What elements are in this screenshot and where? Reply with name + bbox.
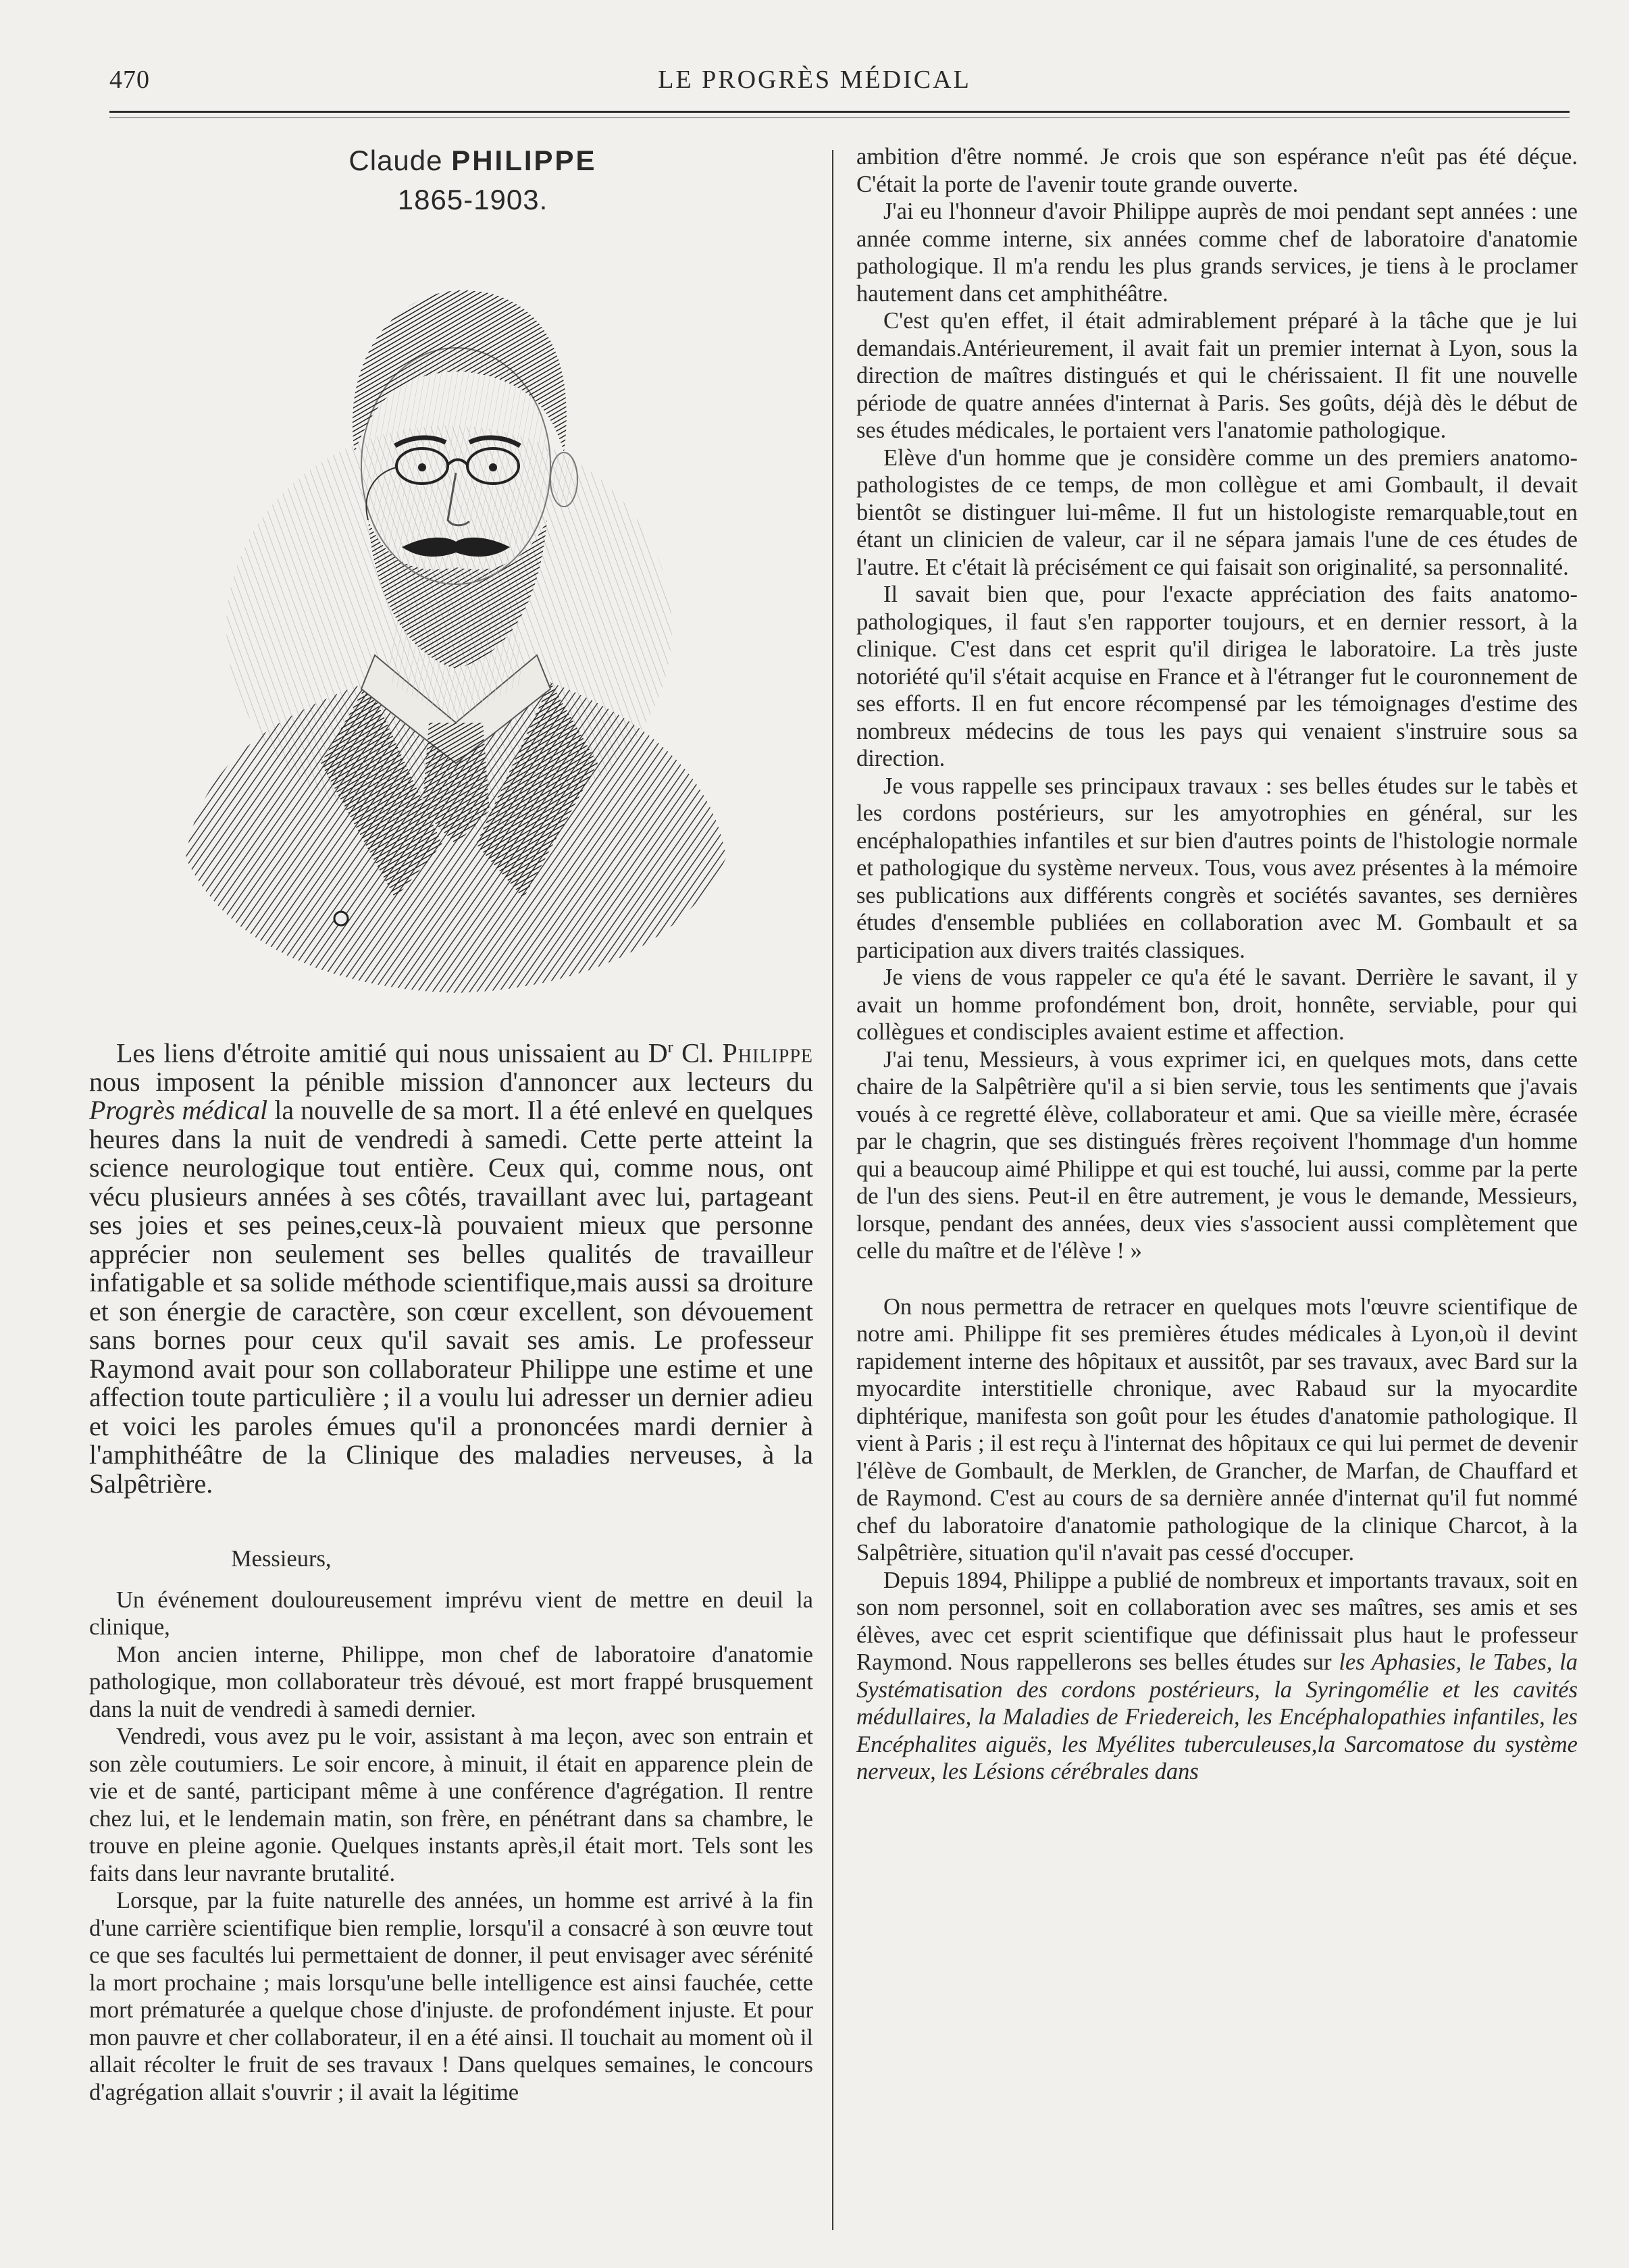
obituary-dates: 1865-1903. — [397, 184, 548, 215]
obituary-title — [189, 142, 756, 180]
right-column — [856, 143, 1578, 1786]
speech-paragraph: Mon ancien interne, Philippe, mon chef de laboratoire d'anatomie pathologique, mon collaborateur très dévoué, est mort frappé brusquement dans la nuit de vendredi à samedi dernier. — [89, 1641, 813, 1722]
engraved-portrait — [172, 250, 753, 1000]
running-header — [0, 65, 1629, 105]
page-number: 470 — [109, 66, 150, 94]
journal-italic: Progrès médical — [89, 1095, 268, 1126]
header-rule — [109, 111, 1570, 113]
speech-paragraph: Vendredi, vous avez pu le voir, assistant à ma leçon, avec son entrain et son zèle coutumiers. Le soir encore, à minuit, il était en apparence plein de vie et de santé, participant même à une conférence d'agrégation. Il rentre chez lui, et le lendemain matin, son frère, en pénétrant dans sa chambre, le trouve en pleine agonie. Quelques instants après,il était mort. Tels sont les faits dans leur navrante brutalité. — [89, 1724, 813, 1886]
speech-paragraph: Elève d'un homme que je considère comme un des premiers anatomo-pathologistes de ce temps, de mon collègue et ami Gombault, il devait bientôt se distinguer lui-même. Il fut un histologiste remarquable,tout en étant un clinicien de valeur, car il ne sépara jamais l'une de ces études de l'autre. Et c'était là précisément ce qui faisait son originalité, sa personnalité. — [856, 444, 1578, 580]
journal-title: LE PROGRÈS MÉDICAL — [658, 66, 971, 94]
intro-paragraph: Les liens d'étroite amitié qui nous unissaient au $D^r$ Cl. Philippe nous imposent la pénible mission d'annoncer aux lecteurs du Progrès médical la nouvelle de sa mort. Il a été enlevé en quelques heures dans la nuit de vendredi à samedi. Cette perte atteint la science neurologique tout entière. Ceux qui, comme nous, ont vécu plusieurs années à ses côtés, travaillant avec lui, partageant ses joies et ses peines,ceux-là pouvaient mieux que personne apprécier non seulement ses belles qualités de travailleur infatigable et sa solide méthode scientifique,mais aussi sa droiture et son énergie de caractère, son cœur excellent, son dévouement sans bornes pour ceux qu'il savait ses amis. Le professeur Raymond avait pour son collaborateur Philippe une estime et une affection toute particulière ; il a voulu lui adresser un dernier adieu et voici les paroles émues qu'il a prononcées mardi dernier à l'amphithéâtre de la Clinique des maladies nerveuses, à la Salpêtrière. — [89, 1037, 813, 1499]
speech-salutation: Messieurs, — [231, 1546, 332, 1572]
title-last-name: PHILIPPE — [451, 145, 597, 176]
speech-paragraph: Il savait bien que, pour l'exacte appréciation des faits anatomo-pathologiques, il faut s'en rapporter toujours, et en dernier ressort, à la clinique. C'est dans cet esprit qu'il dirigea le laboratoire. La très juste notoriété qu'il s'était acquise en France et à l'étranger fut le couronnement de ses efforts. Il en fut encore récompensé par les témoignages d'estime des nombreux médecins de tous les pays qui venaient s'instruire sous sa direction. — [856, 582, 1578, 771]
speech-paragraph: Lorsque, par la fuite naturelle des années, un homme est arrivé à la fin d'une carrière scientifique bien remplie, lorsqu'il a consacré à son œuvre tout ce que ses facultés lui permettaient de donner, il peut envisager avec sérénité la mort prochaine ; mais lorsqu'une belle intelligence est ainsi fauchée, cette mort prématurée a quelque chose d'injuste. de profondément injuste. Et pour mon pauvre et cher collaborateur, il en a été ainsi. Il touchait au moment où il allait récolter le fruit de ses travaux ! Dans quelques semaines, le concours d'agrégation allait s'ouvrir ; il avait la légitime — [89, 1888, 813, 2105]
biography-paragraph: Depuis 1894, Philippe a publié de nombreux et importants travaux, soit en son nom personnel, soit en collaboration avec ses maîtres, ses amis et ses élèves, avec cet esprit scientifique que définissait plus haut le professeur Raymond. Nous rappellerons ses belles études sur les Aphasies, le Tabes, la Systématisation des cordons postérieurs, la Syringomélie et les cavités médullaires, la Maladies de Friedereich, les Encéphalopathies infantiles, les Encéphalites aiguës, les Myélites tuberculeuses,la Sarcomatose du système nerveux, les Lésions cérébrales dans — [856, 1567, 1578, 1784]
speech-paragraph: J'ai eu l'honneur d'avoir Philippe auprès de moi pendant sept années : une année comme interne, six années comme chef de laboratoire d'anatomie pathologique. Il m'a rendu les plus grands services, je tiens à le proclamer hautement dans cet amphithéâtre. — [856, 199, 1578, 307]
column-divider — [832, 150, 833, 2230]
speech-paragraph: Un événement douloureusement imprévu vient de mettre en deuil la clinique, — [89, 1587, 813, 1640]
biography-paragraph: On nous permettra de retracer en quelques mots l'œuvre scientifique de notre ami. Philippe fit ses premières études médicales à Lyon,où il devint rapidement interne des hôpitaux et aussitôt, par ses travaux, avec Bard sur la myocardite interstitielle chronique, avec Rabaud sur la myocardite diphtérique, manifesta son goût pour les études d'anatomie pathologique. Il vient à Paris ; il est reçu à l'internat des hôpitaux ce qui lui permet de devenir l'élève de Gombault, de Merklen, de Grancher, de Marfan, de Chauffard et de Raymond. C'est au cours de sa dernière année d'internat qu'il fut nommé chef du laboratoire d'anatomie pathologique de la clinique Charcot, à la Salpêtrière, situation qu'il n'avait pas cessé d'occuper. — [856, 1293, 1578, 1566]
speech-paragraph: Je viens de vous rappeler ce qu'a été le savant. Derrière le savant, il y avait un homme profondément bon, droit, honnête, serviable, pour qui collègues et condisciples avaient estime et affection. — [856, 964, 1578, 1045]
speech-paragraph: Je vous rappelle ses principaux travaux : ses belles études sur le tabès et les cordons postérieurs, sur les amyotrophies en général, sur les encéphalopathies infantiles et sur bien d'autres points de l'histologie normale et pathologique du système nerveux. Tous, vous avez présentes à la mémoire ses publications aux différents congrès et sociétés savantes, ses dernières études d'ensemble publiées en collaboration avec M. Gombault et sa participation aux divers traités classiques. — [856, 773, 1578, 963]
works-list-italic: les Aphasies, le Tabes, la Systématisation des cordons postérieurs, la Syringomélie et les cavités médullaires, la Maladies de Friedereich, les Encéphalopathies infantiles, les Encéphalites aiguës, les Myélites tuberculeuses,la Sarcomatose du système nerveux, les Lésions cérébrales dans — [856, 1649, 1578, 1784]
speech-paragraph: ambition d'être nommé. Je crois que son espérance n'eût pas été déçue. C'était la porte de l'avenir toute grande ouverte. — [856, 144, 1578, 197]
intro-section — [89, 1033, 813, 1498]
speech-paragraph: J'ai tenu, Messieurs, à vous exprimer ici, en quelques mots, dans cette chaire de la Salpêtrière qu'il a si bien servie, tous les sentiments que j'avais voués à ce regretté élève, collaborateur et ami. Que sa vieille mère, écrasée par le chagrin, que ses distingués frères reçoivent l'hommage d'un homme qui a beaucoup aimé Philippe et qui est touché, lui aussi, comme par la perte de l'un des siens. Peut-il en être autrement, je vous le demande, Messieurs, lorsque, pendant des années, deux vies s'associent aussi complètement que celle du maître et de l'élève ! » — [856, 1046, 1578, 1264]
speech-left — [89, 1545, 813, 2106]
title-first-name: Claude — [348, 145, 443, 176]
name-small-caps: Philippe — [722, 1037, 813, 1068]
speech-paragraph: C'est qu'en effet, il était admirablement préparé à la tâche que je lui demandais.Antérieurement, il avait fait un premier internat à Lyon, sous la direction de maîtres distingués et qui le chérissaient. Il fit une nouvelle période de quatre années d'internat à Paris. Ses goûts, déjà dès le début de ses études médicales, le portaient vers l'anatomie pathologique. — [856, 308, 1578, 443]
